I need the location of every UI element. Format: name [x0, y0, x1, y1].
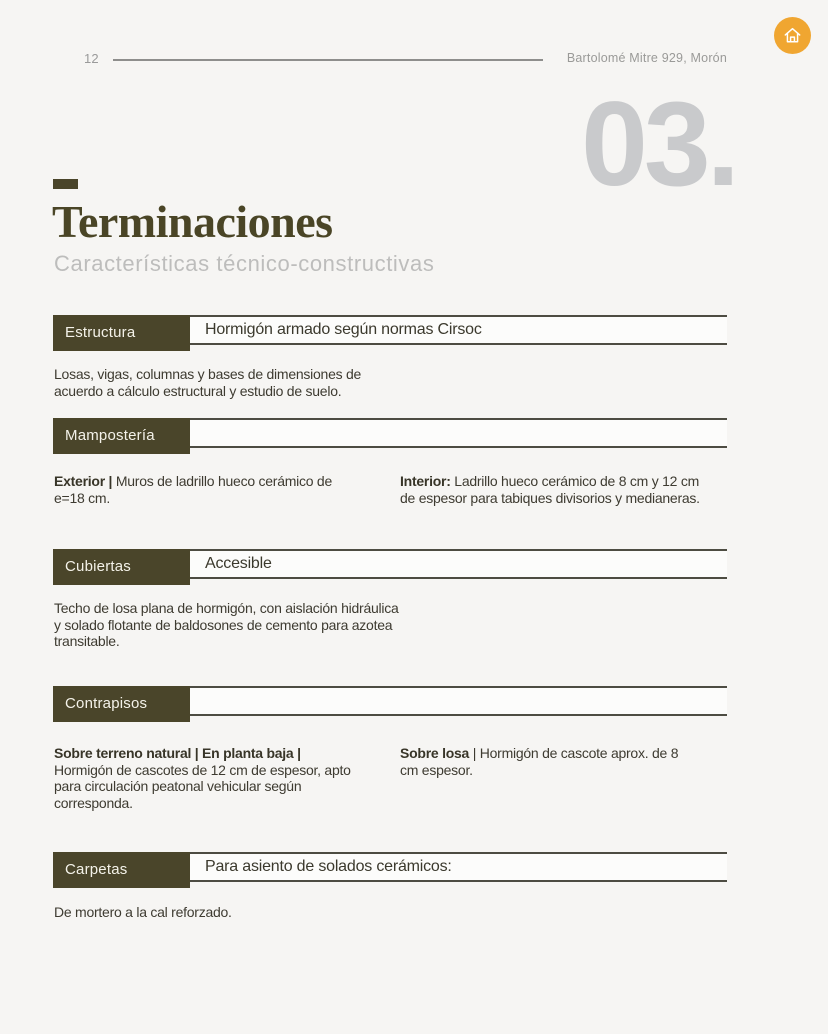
column-text: | Hormigón de cascote aprox. de 8 cm espesor.	[400, 745, 679, 778]
page-number: 12	[84, 51, 99, 66]
content-area	[53, 0, 727, 1034]
section-header-contrapisos	[53, 686, 727, 716]
section-value: Hormigón armado según normas Cirsoc	[205, 321, 482, 338]
section-body-estructura: Losas, vigas, columnas y bases de dimensiones de acuerdo a cálculo estructural y estudio de suelo.	[54, 366, 362, 399]
column-text: Muros de ladrillo hueco cerámico de e=18 cm.	[54, 473, 332, 506]
home-button[interactable]	[774, 17, 811, 54]
section-header-mamposteria	[53, 418, 727, 448]
section-column-interior	[400, 473, 700, 506]
section-column-sobre-terreno	[54, 745, 359, 811]
page-title: Terminaciones	[52, 196, 333, 247]
section-label: Mampostería	[53, 418, 190, 454]
column-lead: Interior:	[400, 473, 451, 489]
home-icon	[782, 25, 803, 46]
page-subtitle: Características técnico-constructivas	[54, 251, 435, 276]
section-column-sobre-losa	[400, 745, 690, 778]
chapter-number: 03.	[581, 77, 736, 211]
section-body-carpetas: De mortero a la cal reforzado.	[54, 904, 232, 920]
section-label: Contrapisos	[53, 686, 190, 722]
column-lead: Sobre losa	[400, 745, 470, 761]
section-column-exterior	[54, 473, 359, 506]
section-header-cubiertas	[53, 549, 727, 579]
column-lead: Sobre terreno natural | En planta baja |	[54, 745, 301, 761]
column-lead: Exterior |	[54, 473, 113, 489]
column-text: Ladrillo hueco cerámico de 8 cm y 12 cm de espesor para tabiques divisorios y medianeras.	[400, 473, 700, 506]
column-text: Hormigón de cascotes de 12 cm de espesor, apto para circulación peatonal vehicular según corresponda.	[54, 761, 351, 811]
section-value: Para asiento de solados cerámicos:	[205, 858, 452, 875]
section-header-estructura	[53, 315, 727, 345]
section-value: Accesible	[205, 555, 272, 572]
section-header-carpetas	[53, 852, 727, 882]
section-label: Estructura	[53, 315, 190, 351]
header-address: Bartolomé Mitre 929, Morón	[566, 51, 727, 65]
section-label: Cubiertas	[53, 549, 190, 585]
section-body-cubiertas: Techo de losa plana de hormigón, con aislación hidráulica y solado flotante de baldosones de cemento para azotea transitable.	[54, 600, 399, 649]
section-label: Carpetas	[53, 852, 190, 888]
